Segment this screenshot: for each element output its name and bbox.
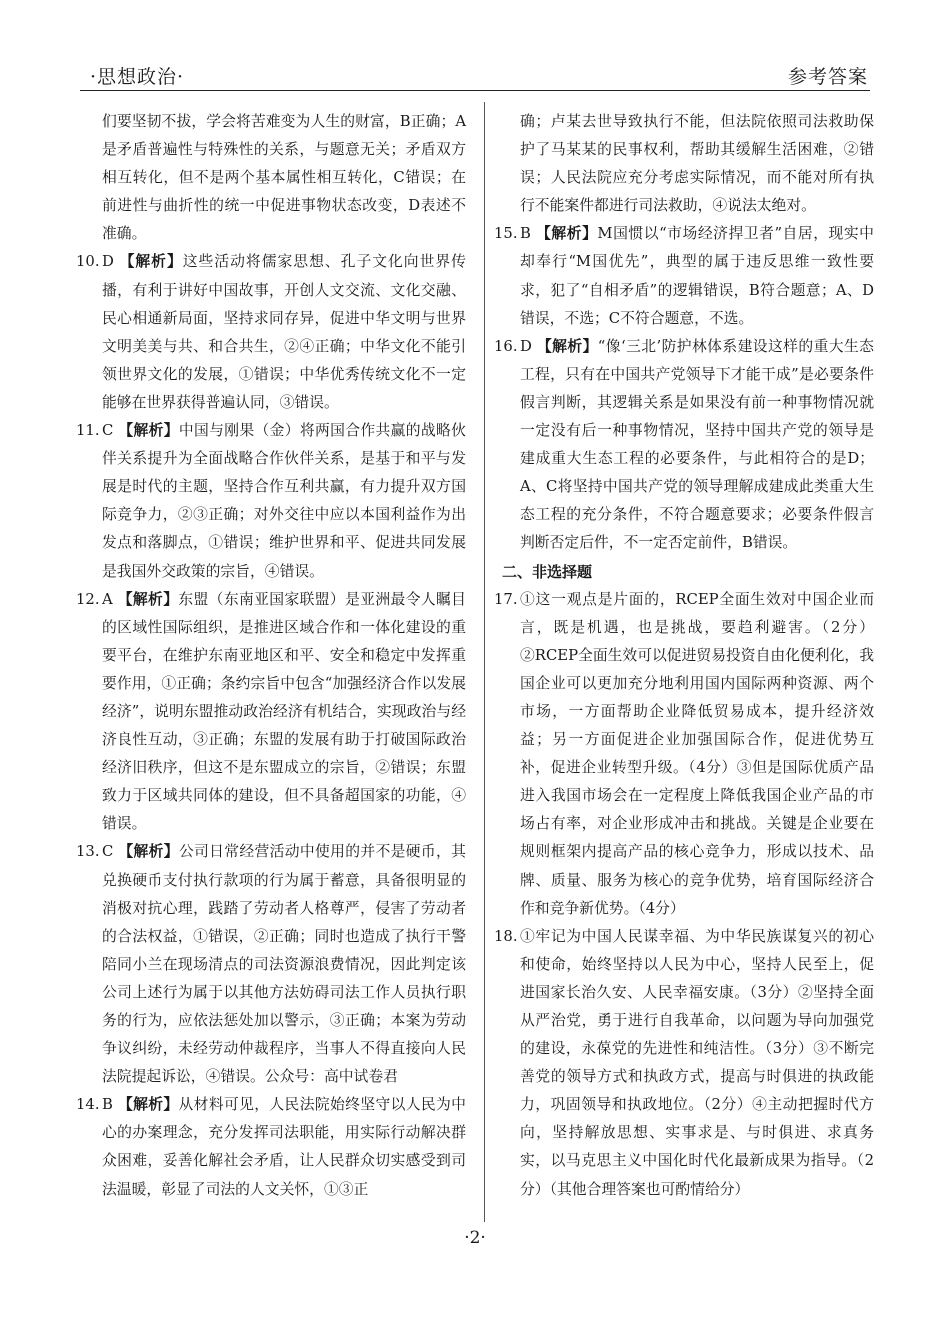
question-number: 18. [494, 927, 518, 945]
question-number: 12. [76, 590, 100, 608]
document-type: 参考答案 [787, 66, 868, 88]
analysis-tag: 【解析】 [536, 337, 598, 355]
analysis-tag: 【解析】 [117, 1096, 179, 1114]
answer-letter: B [102, 1096, 113, 1114]
section-title: 二、非选择题 [502, 562, 593, 581]
continuation-text: 们要坚韧不拔，学会将苦难变为人生的财富，B正确；A是矛盾普遍性与特殊性的关系，与题意无关；矛盾双方相互转化，但不是两个基本属性相互转化，C错误；在前进性与曲折性的统一中促进事物状态改变，D表述不准确。 [102, 113, 466, 243]
answer-item-14 [76, 1091, 466, 1203]
answer-letter: C [102, 843, 114, 861]
subject-title: ·思想政治· [90, 66, 185, 88]
answer-item-13 [76, 838, 466, 1091]
question-number: 13. [76, 843, 100, 861]
right-column [494, 108, 874, 1204]
answer-item-15 [494, 220, 874, 332]
answer-text: ①牢记为中国人民谋幸福、为中华民族谋复兴的初心和使命，始终坚持以人民为中心，坚持人民至上，促进国家长治久安、人民幸福安康。（3分）②坚持全面从严治党，勇于进行自我革命，以问题为导向加强党的建设，永葆党的先进性和纯洁性。（3分）③不断完善党的领导方式和执政方式，提高与时俱进的执政能力，巩固领导和执政地位。（2分）④主动把握时代方向，坚持解放思想、实事求是、与时俱进、求真务实，以马克思主义中国化时代化最新成果为指导。（2分）（其他合理答案也可酌情给分） [520, 927, 874, 1198]
column-divider [484, 102, 485, 1222]
analysis-tag: 【解析】 [536, 225, 598, 243]
page-number: ·2· [464, 1228, 486, 1248]
answer-letter: B [520, 225, 531, 243]
left-column [76, 108, 466, 1204]
analysis-text: “像‘三北’防护林体系建设这样的重大生态工程，只有在中国共产党领导下才能干成”是必要条件假言判断，其逻辑关系是如果没有前一种事物情况就一定没有后一种事物情况，坚持中国共产党的领导是建成重大生态工程的必要条件，与此相符合的是D；A、C将坚持中国共产党的领导理解成建成此类重大生态工程的充分条件，不符合题意要求；必要条件假言判断否定后件，不一定否定前件，B错误。 [520, 337, 874, 552]
answer-text: ①这一观点是片面的，RCEP全面生效对中国企业而言，既是机遇，也是挑战，要趋利避害。（2分）②RCEP全面生效可以促进贸易投资自由化便利化，我国企业可以更加充分地利用国内国际两种资源、两个市场，一方面帮助企业降低贸易成本，提升经济效益；另一方面促进企业加强国际合作，促进优势互补，促进企业转型升级。（4分）③但是国际优质产品进入我国市场会在一定程度上降低我国企业产品的市场占有率，对企业形成冲击和挑战。关键是企业要在规则框架内提高产品的核心竞争力，形成以技术、品牌、质量、服务为核心的竞争优势，培育国际经济合作和竞争新优势。（4分） [520, 590, 874, 917]
analysis-text: 公司日常经营活动中使用的并不是硬币，其兑换硬币支付执行款项的行为属于蓄意，具备很明显的消极对抗心理，践踏了劳动者人格尊严，侵害了劳动者的合法权益，①错误，②正确；同时也造成了执行干警陪同小兰在现场清点的司法资源浪费情况，因此判定该公司上述行为属于以其他方法妨碍司法工作人员执行职务的行为，应依法惩处加以警示，③正确；本案为劳动争议纠纷，未经劳动仲裁程序，当事人不得直接向人民法院提起诉讼，④错误。公众号：高中试卷君 [102, 843, 466, 1086]
question-number: 17. [494, 590, 518, 608]
answer-item-10 [76, 248, 466, 417]
answer-letter: D [520, 337, 532, 355]
analysis-text: 从材料可见，人民法院始终坚守以人民为中心的办案理念，充分发挥司法职能，用实际行动解决群众困难，妥善化解社会矛盾，让人民群众切实感受到司法温暖，彰显了司法的人文关怀，①③正 [102, 1096, 466, 1198]
answer-item-16 [494, 333, 874, 558]
analysis-tag: 【解析】 [117, 590, 179, 608]
analysis-text: M国惯以“市场经济捍卫者”自居，现实中却奉行“M国优先”，典型的属于违反思维一致性要求，犯了“自相矛盾”的逻辑错误，B符合题意；A、D错误，不选；C不符合题意，不选。 [520, 225, 874, 327]
answer-item-17 [494, 586, 874, 923]
answer-item-18 [494, 923, 874, 1204]
answer-letter: D [102, 253, 114, 271]
question-number: 15. [494, 225, 518, 243]
analysis-text: 这些活动将儒家思想、孔子文化向世界传播，有利于讲好中国故事，开创人文交流、文化交融、民心相通新局面，坚持求同存异，促进中华文明与世界文明美美与共、和合共生，②④正确；中华文化不能引领世界文化的发展，①错误；中华优秀传统文化不一定能够在世界获得普遍认同，③错误。 [102, 253, 466, 411]
question-number: 14. [76, 1096, 100, 1114]
answer-item-11 [76, 417, 466, 586]
analysis-tag: 【解析】 [118, 843, 179, 861]
answer-letter: A [102, 590, 113, 608]
page-header [80, 58, 870, 91]
answer-item-12 [76, 586, 466, 839]
analysis-tag: 【解析】 [119, 253, 183, 271]
question-number: 16. [494, 337, 518, 355]
question-number: 11. [76, 422, 100, 440]
answer-letter: C [102, 422, 114, 440]
analysis-text: 东盟（东南亚国家联盟）是亚洲最令人瞩目的区域性国际组织，是推进区域合作和一体化建设的重要平台，在维护东南亚地区和平、安全和稳定中发挥重要作用，①正确；条约宗旨中包含“加强经济合作以发展经济”，说明东盟推动政治经济有机结合，实现政治与经济良性互动，③正确；东盟的发展有助于打破国际政治经济旧秩序，但这不是东盟成立的宗旨，②错误；东盟致力于区域共同体的建设，但不具备超国家的功能，④错误。 [102, 590, 466, 833]
continuation-text: 确；卢某去世导致执行不能，但法院依照司法救助保护了马某某的民事权利，帮助其缓解生活困难，②错误；人民法院应充分考虑实际情况，而不能对所有执行不能案件都进行司法救助，④说法太绝对。 [520, 113, 874, 215]
analysis-text: 中国与刚果（金）将两国合作共赢的战略伙伴关系提升为全面战略合作伙伴关系，是基于和平与发展是时代的主题，坚持合作互利共赢，有力提升双方国际竞争力，②③正确；对外交往中应以本国利益作为出发点和落脚点，①错误；维护世界和平、促进共同发展是我国外交政策的宗旨，④错误。 [102, 422, 466, 580]
analysis-tag: 【解析】 [118, 422, 179, 440]
question-number: 10. [76, 253, 100, 271]
